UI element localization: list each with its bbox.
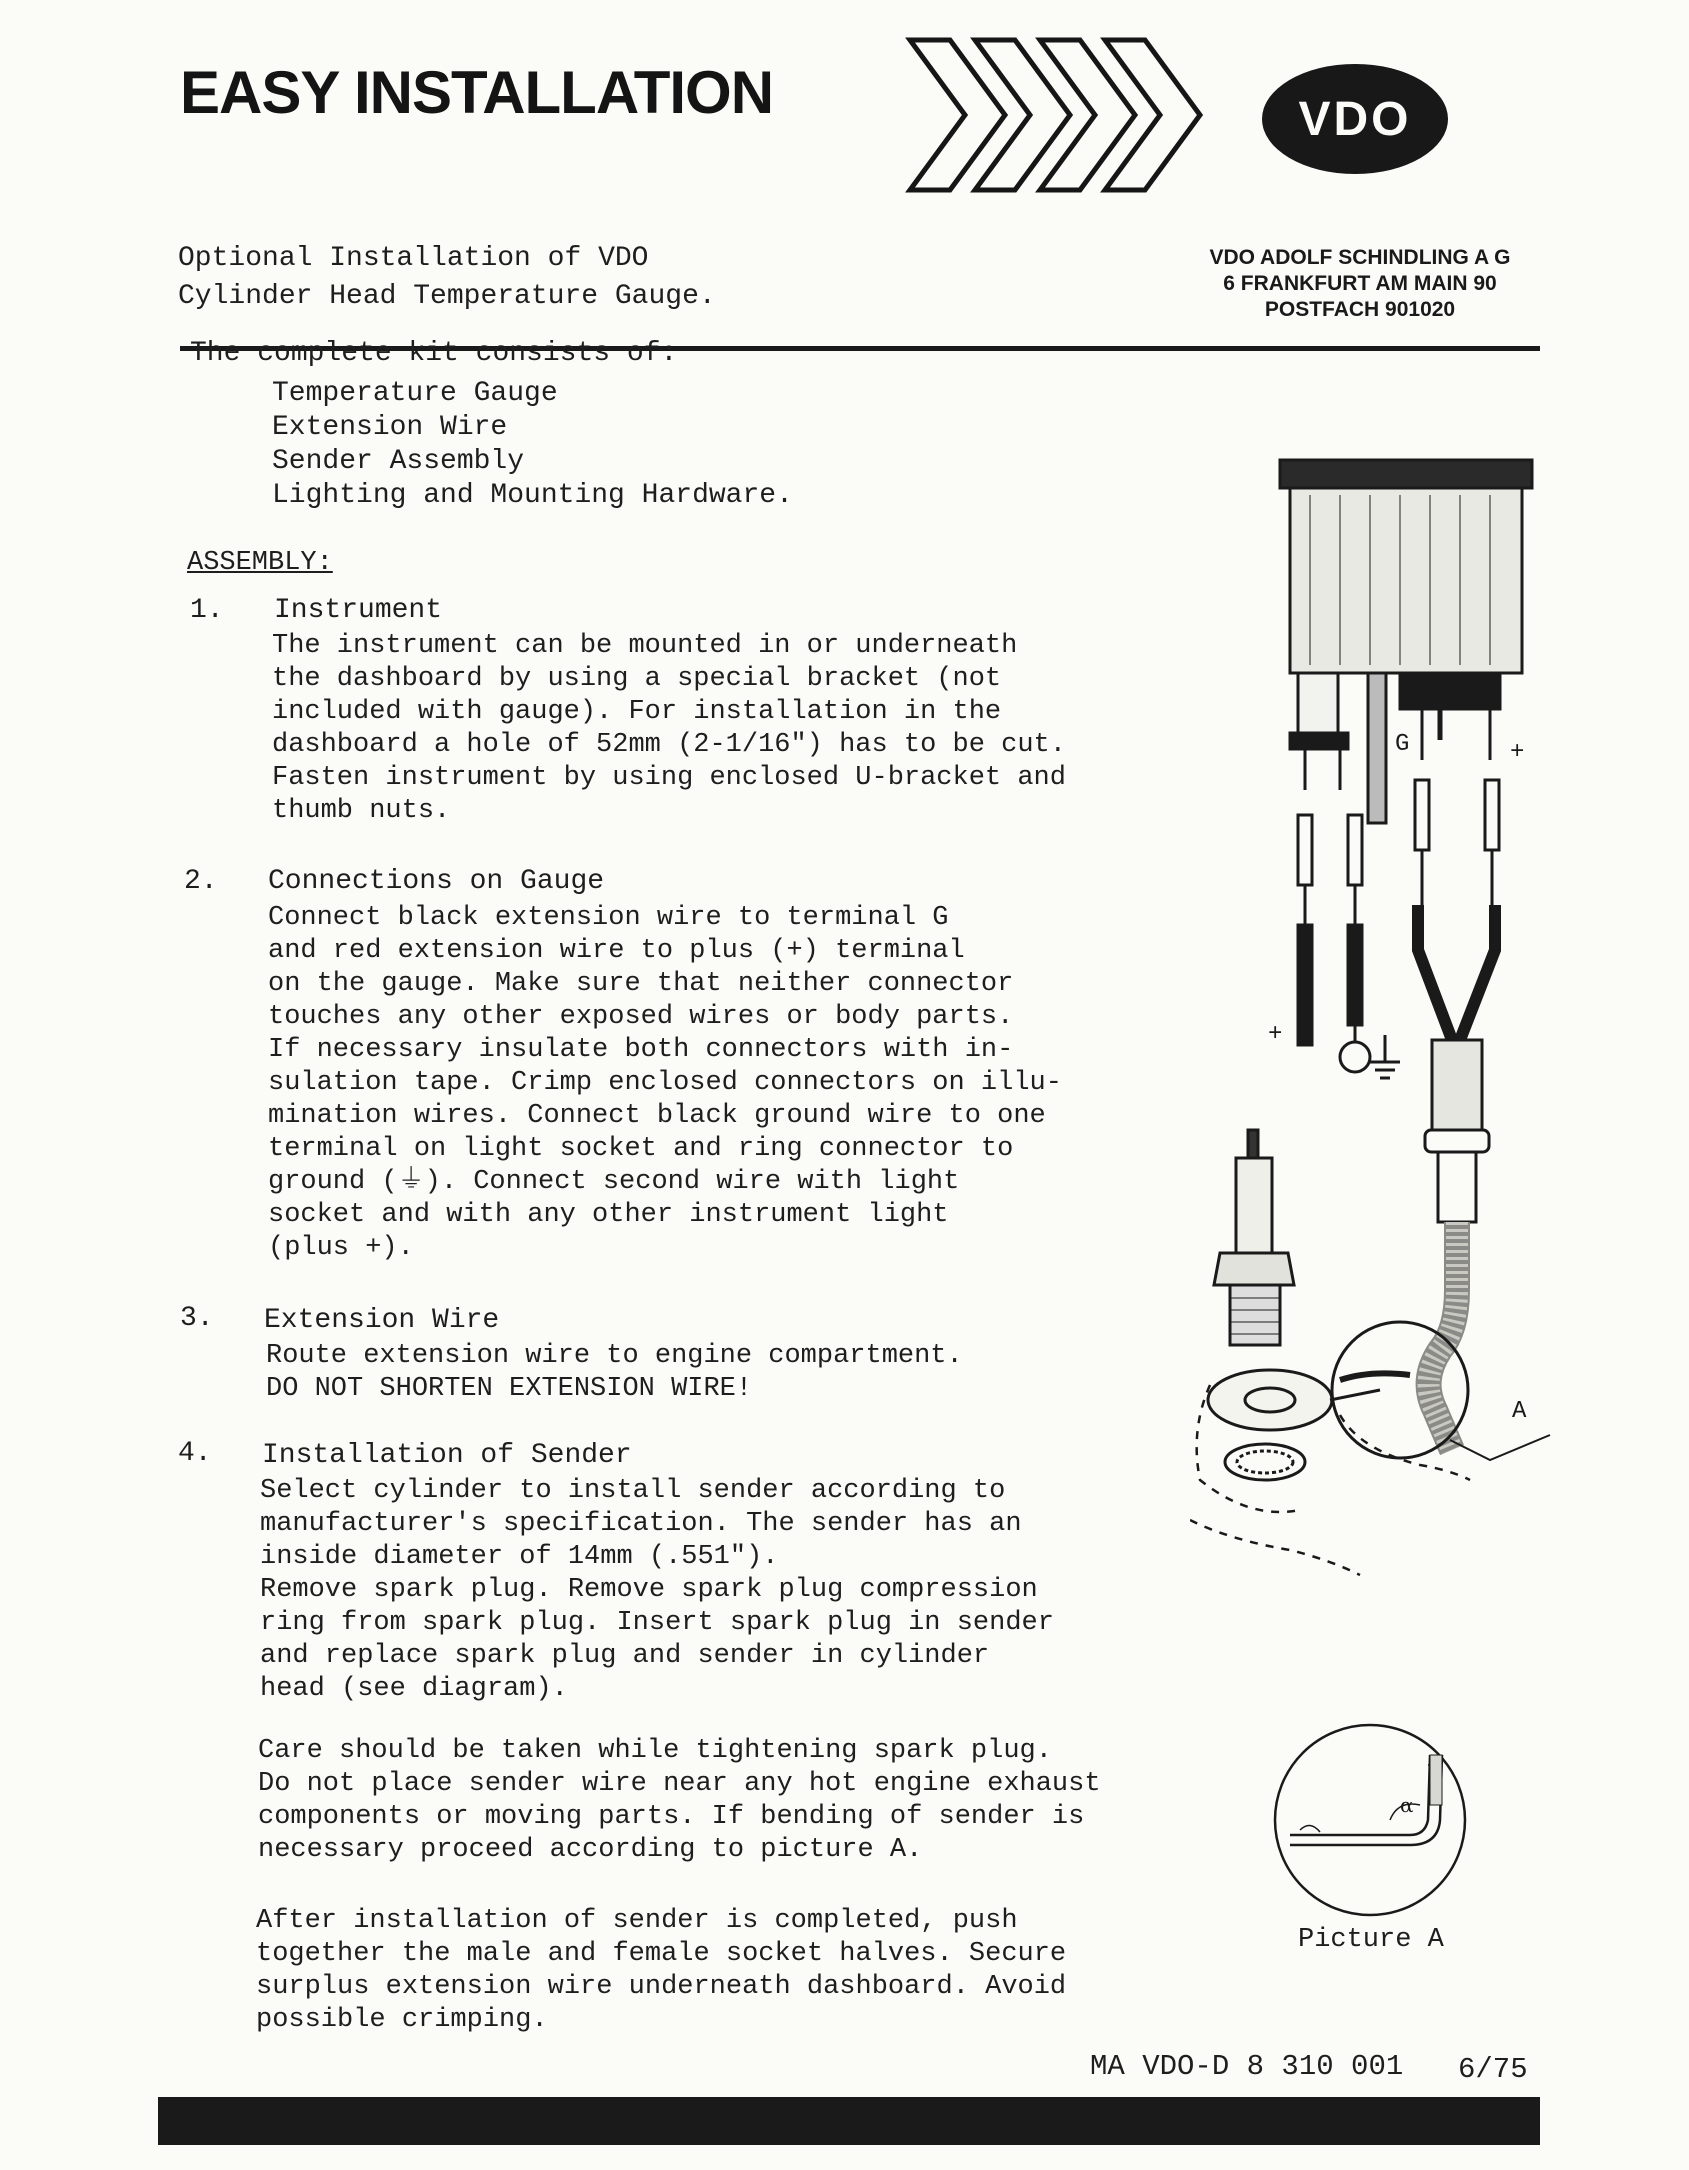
ring-terminal — [1340, 1042, 1370, 1072]
body-line: included with gauge). For installation in the — [272, 697, 1002, 727]
footer-bar — [158, 2097, 1540, 2145]
gauge-bezel — [1280, 460, 1532, 488]
address-line: VDO ADOLF SCHINDLING A G — [1209, 246, 1511, 269]
body-line: the dashboard by using a special bracket (not — [272, 664, 1002, 694]
body-line: ring from spark plug. Insert spark plug in sender — [260, 1608, 1054, 1638]
section-body — [256, 1905, 1066, 2037]
subtitle-line: Optional Installation of VDO — [178, 243, 649, 274]
section-heading: Installation of Sender — [262, 1440, 632, 1471]
body-line: Care should be taken while tightening spark plug. — [258, 1736, 1052, 1766]
body-line: possible crimping. — [256, 2005, 548, 2035]
kit-list — [272, 377, 793, 513]
wire — [1298, 925, 1312, 1045]
body-line: thumb nuts. — [272, 796, 451, 826]
terminal-block — [1400, 673, 1500, 709]
body-line: and red extension wire to plus (+) terminal — [268, 936, 965, 966]
kit-intro: The complete kit consists of: — [190, 338, 678, 369]
svg-text:VDO: VDO — [1298, 93, 1412, 146]
body-line: mination wires. Connect black ground wire to one — [268, 1101, 1046, 1131]
body-line: terminal on light socket and ring connector to — [268, 1134, 1014, 1164]
detail-circle — [1332, 1322, 1468, 1458]
sender-ring — [1208, 1370, 1332, 1430]
body-line: After installation of sender is completed, push — [256, 1906, 1018, 1936]
angle-alpha-label: α — [1400, 1793, 1414, 1817]
picture-a-diagram — [1270, 1720, 1470, 1920]
section-number: 3. — [180, 1303, 214, 1334]
section-body — [266, 1340, 963, 1406]
kit-item: Extension Wire — [272, 412, 508, 443]
body-line: The instrument can be mounted in or underneath — [272, 631, 1018, 661]
vdo-logo — [1260, 62, 1450, 176]
wire — [1418, 905, 1452, 1040]
body-line: and replace spark plug and sender in cylinder — [260, 1641, 990, 1671]
section-body — [272, 630, 1066, 828]
body-line: Remove spark plug. Remove spark plug compression — [260, 1575, 1038, 1605]
wiring-diagram — [1190, 450, 1570, 1600]
socket-halves — [1432, 1040, 1482, 1130]
body-line: Select cylinder to install sender according to — [260, 1476, 1006, 1506]
wire — [1348, 925, 1362, 1025]
light-plus-label: + — [1268, 1021, 1283, 1048]
document-date: 6/75 — [1458, 2053, 1528, 2086]
section-number: 2. — [184, 866, 218, 897]
assembly-heading: ASSEMBLY: — [187, 548, 333, 578]
terminal-plus-label: + — [1510, 739, 1525, 766]
body-line: surplus extension wire underneath dashboard. Avoid — [256, 1972, 1067, 2002]
ground-icon — [1370, 1035, 1400, 1078]
body-line: Route extension wire to engine compartment. — [266, 1341, 963, 1371]
document-subtitle — [178, 240, 716, 316]
body-line: Fasten instrument by using enclosed U-bracket and — [272, 763, 1066, 793]
body-line: sulation tape. Crimp enclosed connectors on illu- — [268, 1068, 1062, 1098]
section-heading: Instrument — [274, 595, 443, 626]
section-body — [258, 1735, 1101, 1867]
section-body — [260, 1475, 1054, 1706]
light-socket — [1298, 673, 1338, 733]
body-line: components or moving parts. If bending of sender is — [258, 1802, 1085, 1832]
body-line: If necessary insulate both connectors with in- — [268, 1035, 1014, 1065]
body-line: touches any other exposed wires or body parts. — [268, 1002, 1014, 1032]
wire — [1460, 905, 1495, 1040]
body-line: socket and with any other instrument light — [268, 1200, 949, 1230]
body-line: (plus +). — [268, 1233, 414, 1263]
body-line: inside diameter of 14mm (.551"). — [260, 1542, 779, 1572]
spark-plug-icon — [1214, 1130, 1294, 1345]
kit-item: Sender Assembly — [272, 446, 525, 477]
gauge-body — [1290, 488, 1522, 673]
section-heading: Connections on Gauge — [268, 866, 605, 897]
document-code: MA VDO-D 8 310 001 — [1090, 2050, 1404, 2083]
company-address — [1160, 245, 1560, 323]
body-line: head (see diagram). — [260, 1674, 568, 1704]
section-body — [268, 902, 1062, 1265]
body-line: dashboard a hole of 52mm (2-1/16") has to be cut. — [272, 730, 1066, 760]
address-line: 6 FRANKFURT AM MAIN 90 — [1223, 272, 1497, 295]
label-a: A — [1512, 1398, 1527, 1425]
section-heading: Extension Wire — [264, 1305, 500, 1336]
body-line: on the gauge. Make sure that neither connector — [268, 969, 1014, 999]
body-line: Connect black extension wire to terminal G — [268, 903, 949, 933]
terminal-g-label: G — [1395, 731, 1410, 758]
section-number: 1. — [190, 595, 224, 626]
kit-item: Lighting and Mounting Hardware. — [272, 480, 793, 511]
kit-item: Temperature Gauge — [272, 378, 558, 409]
body-line: ground (⏚). Connect second wire with light — [268, 1167, 960, 1197]
body-line: Do not place sender wire near any hot engine exhaust — [258, 1769, 1101, 1799]
picture-a-caption: Picture A — [1298, 1925, 1444, 1955]
chevron-arrows-logo — [905, 35, 1205, 195]
section-number: 4. — [178, 1438, 212, 1469]
body-line: necessary proceed according to picture A. — [258, 1835, 923, 1865]
page-title: EASY INSTALLATION — [180, 59, 774, 126]
body-line: DO NOT SHORTEN EXTENSION WIRE! — [266, 1374, 753, 1404]
body-line: together the male and female socket halves. Secure — [256, 1939, 1067, 1969]
address-line: POSTFACH 901020 — [1264, 298, 1456, 321]
subtitle-line: Cylinder Head Temperature Gauge. — [178, 281, 716, 312]
body-line: manufacturer's specification. The sender has an — [260, 1509, 1022, 1539]
